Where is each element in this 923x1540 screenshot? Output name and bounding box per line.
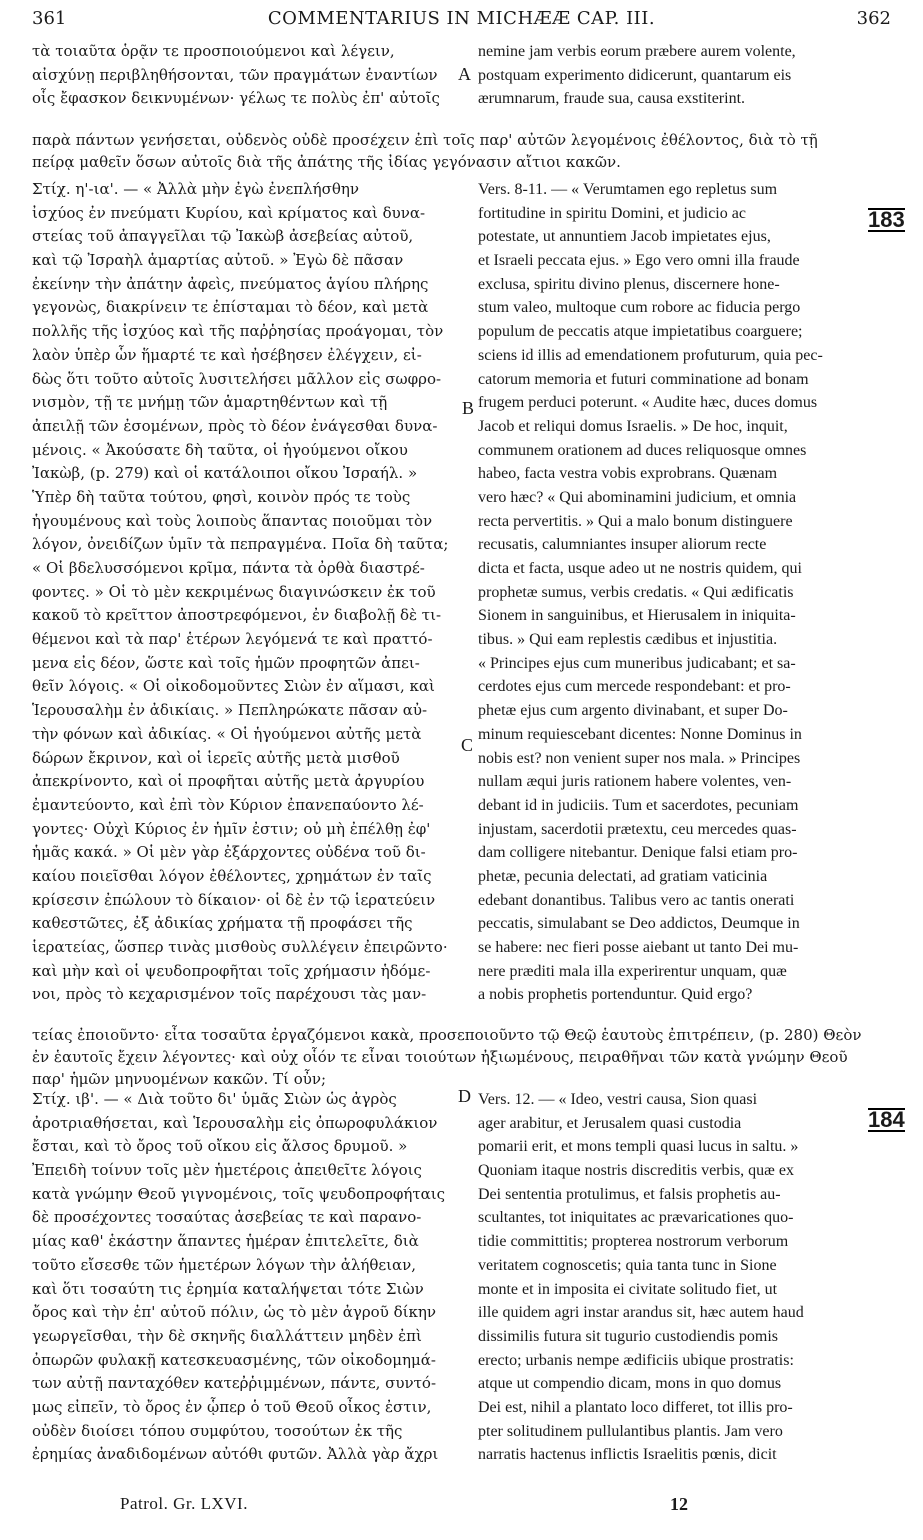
text-line: φοντες. » Οἱ τὸ μὲν κεκριμένως διαγινώσκειν ἐκ τοῦ bbox=[32, 582, 436, 601]
text-line: παρὰ πάντων γενήσεται, οὐδενὸς οὐδὲ προσέχειν ἐπὶ τοῖς παρ' αὐτῶν λεγομένοις ἐθέλοντος, διὰ τὸ τῇ bbox=[32, 131, 818, 149]
text-line: dissimilis futura sit tugurio custodiendis pomis bbox=[478, 1327, 778, 1345]
text-line: nobis est? non venient super nos mala. » Principes bbox=[478, 749, 801, 767]
text-line: phetæ, pecunia delectati, ad gratiam vaticinia bbox=[478, 867, 768, 885]
text-line: prophetæ sumus, verbis credatis. « Qui ædificatis bbox=[478, 583, 794, 601]
text-line: ærumnarum, fraude sua, causa exstiterint. bbox=[478, 90, 746, 108]
text-line: Dei sententia protulimus, et falsis prophetis au- bbox=[478, 1185, 781, 1203]
text-line: stum valeo, multoque cum robore ac fiducia pergo bbox=[478, 299, 801, 317]
text-line: ὄρος καὶ τὴν ἐπ' αὐτοῦ πόλιν, ὡς τὸ μὲν ἀγροῦ δίκην bbox=[32, 1303, 436, 1322]
text-line: ἱερατείας, ὥσπερ τινὰς μισθοὺς συλλέγειν ἐπειρῶντο· bbox=[32, 938, 448, 956]
text-line: Στίχ. ιβ'. — « Διὰ τοῦτο δι' ὑμᾶς Σιὼν ὡς ἀγρὸς bbox=[32, 1090, 397, 1108]
text-line: catorum memoria et futuri comminatione ad bonam bbox=[478, 370, 809, 388]
text-line: « Principes ejus cum muneribus judicabant; et sa- bbox=[478, 654, 796, 672]
text-line: veritatem cognoscetis; quia tanta tunc in Sione bbox=[478, 1256, 777, 1274]
text-line: se habere: nec fieri posse aiebant ut tanto Dei mu- bbox=[478, 939, 799, 956]
text-line: ager arabitur, et Jerusalem quasi custodia bbox=[478, 1114, 742, 1132]
text-line: edebant donantibus. Talibus vero ac tantis onerati bbox=[478, 891, 795, 909]
text-line: cerdotes ejus cum mercede respondebant: et pro- bbox=[478, 678, 791, 696]
text-line: μένοις. « Ἀκούσατε δὴ ταῦτα, οἱ ἡγούμενοι οἴκου bbox=[32, 440, 408, 459]
text-line: αἰσχύνῃ περιβληθήσονται, τῶν πραγμάτων ἐναντίων bbox=[32, 65, 438, 84]
text-line: minum requiescebant dicentes: Nonne Dominus in bbox=[478, 725, 802, 743]
text-line: populum de peccatis atque impietatibus coarguere; bbox=[478, 323, 803, 341]
text-line: τὰ τοιαῦτα ὁρᾷν τε προσποιούμενοι καὶ λέγειν, bbox=[32, 42, 395, 60]
text-line: στείας τοῦ ἀπαγγεῖλαι τῷ Ἰακὼβ ἀσεβείας αὐτοῦ, bbox=[32, 227, 414, 246]
text-line: καὶ μὴν καὶ οἱ ψευδοπροφῆται τοῖς χρήμασιν ἡδόμε- bbox=[32, 961, 431, 980]
text-line: scultantes, tot iniquitates ac prævaricationes quo- bbox=[478, 1209, 794, 1227]
text-line: « Οἱ βδελυσσόμενοι κρῖμα, πάντα τὰ ὀρθὰ διαστρέ- bbox=[32, 559, 425, 577]
text-line: phetæ ejus cum argento divinabant, et super Do- bbox=[478, 702, 788, 720]
text-line: Vers. 8-11. — « Verumtamen ego repletus sum bbox=[478, 181, 778, 198]
greek-column-top bbox=[32, 40, 462, 111]
text-line: ἐν ἑαυτοῖς ἔχειν λέγοντες· καὶ οὐχ οἷόν τε εἶναι τοιούτων ἠξιωμένους, πειραθῆναι τῶν κατὰ γνώμην Θεοῦ bbox=[32, 1048, 848, 1066]
text-line: Vers. 12. — « Ideo, vestri causa, Sion quasi bbox=[478, 1091, 758, 1108]
text-line: πείρᾳ μαθεῖν ὅσων αὐτοῖς διὰ τῆς ἀπάτης τῆς ἰδίας γεγόνασιν αἴτιοι κακῶν. bbox=[32, 153, 621, 171]
running-title: COMMENTARIUS IN MICHÆÆ CAP. III. bbox=[267, 8, 656, 29]
text-line: Ὑπὲρ δὴ ταῦτα τούτου, φησὶ, κοινὸν πρός τε τοὺς bbox=[32, 487, 411, 506]
text-line: fortitudine in spiritu Domini, et judicio ac bbox=[478, 204, 746, 222]
section-marker-c: C bbox=[461, 735, 474, 755]
text-line: γοντες· Οὐχὶ Κύριος ἐν ἡμῖν ἐστιν; οὐ μὴ ἐπέλθῃ ἐφ' bbox=[32, 819, 431, 838]
text-line: vero hæc? « Qui abominamini judicium, et omnia bbox=[478, 488, 797, 506]
footer-signature: 12 bbox=[670, 1494, 688, 1514]
text-line: Ἐπειδὴ τοίνυν τοῖς μὲν ἡμετέροις ἀπειθεῖτε λόγοις bbox=[32, 1161, 422, 1180]
text-line: δὲ προσέχοντες τοσαύτας ἀσεβείας τε καὶ παρανο- bbox=[32, 1208, 422, 1227]
greek-column-middle bbox=[32, 178, 462, 1007]
text-line: erecto; urbanis nempe ædificiis ubique prostratis: bbox=[478, 1351, 794, 1369]
text-line: recusatis, calumniantes insuper aliorum recte bbox=[478, 536, 767, 554]
text-line: monte et in imposita ei civitate solitudo fiet, ut bbox=[478, 1280, 778, 1298]
text-line: κατὰ γνώμην Θεοῦ γιγνομένοις, τοῖς ψευδοπροφήταις bbox=[32, 1184, 446, 1203]
text-line: debant id in judiciis. Tum et sacerdotes, pecuniam bbox=[478, 796, 799, 814]
text-line: θέμενοι καὶ τὰ παρ' ἑτέρων λεγόμενά τε καὶ πραττό- bbox=[32, 630, 433, 649]
text-line: tibus. » Qui eam replestis cædibus et injustitia. bbox=[478, 631, 778, 649]
latin-column-top bbox=[478, 40, 898, 111]
greek-full-width-1 bbox=[32, 129, 897, 173]
text-line: ἀπεκρίνοντο, καὶ οἱ προφῆται αὐτῆς μετὰ ἀργυρίου bbox=[32, 772, 425, 791]
section-marker-d: D bbox=[458, 1086, 471, 1106]
text-line: Quoniam itaque nostris discreditis verbis, quæ ex bbox=[478, 1162, 794, 1180]
text-line: καὶ ὅτι τοσαύτη τις ἐρημία καταλήψεται τότε Σιὼν bbox=[32, 1279, 424, 1298]
text-line: δὼς ὅτι τοῦτο αὐτοῖς λυσιτελήσει μᾶλλον εἰς σωφρο- bbox=[32, 369, 442, 388]
greek-column-bottom bbox=[32, 1088, 462, 1467]
text-line: ἐμαντεύοντο, καὶ ἐπὶ τὸν Κύριον ἐπανεπαύοντο λέ- bbox=[32, 795, 424, 814]
text-line: μως εἰπεῖν, τὸ ὄρος ἐν ᾧπερ ὁ τοῦ Θεοῦ οἶκος ἐστιν, bbox=[32, 1397, 432, 1416]
latin-column-middle bbox=[478, 178, 898, 1007]
text-line: των αὐτῇ πανταχόθεν κατεῤῥιμμένων, πάντε, συντό- bbox=[32, 1374, 437, 1393]
text-line: λαὸν ὑπὲρ ὧν ἥμαρτέ τε καὶ ἠσέβησεν ἐλέγχειν, εἰ- bbox=[32, 345, 422, 364]
text-line: ἡγουμένους καὶ τοὺς λοιποὺς ἅπαντας ποιοῦμαι τὸν bbox=[32, 511, 433, 530]
text-line: νοι, πρὸς τὸ κεχαρισμένον τοῖς παρέχουσι τὰς μαν- bbox=[32, 985, 427, 1004]
text-line: habeo, facta vestra vobis exprobrans. Quænam bbox=[478, 465, 778, 483]
text-line: οὐδὲν διοίσει τόπου συμφύτου, τοσούτων ἐκ τῆς bbox=[32, 1421, 403, 1440]
text-line: Ἰακὼβ, (p. 279) καὶ οἱ κατάλοιποι οἴκου Ἰσραήλ. » bbox=[32, 464, 418, 483]
text-line: ille quidem agri instar arandus sit, hæc autem haud bbox=[478, 1304, 804, 1322]
column-number-183: 183 bbox=[868, 207, 905, 232]
text-line: Dei est, nihil a plantato loco differet, tot illis pro- bbox=[478, 1398, 793, 1416]
text-line: γεωργεῖσθαι, τὴν δὲ σκηνῆς διαλλάττειν μηδὲν ἐπὶ bbox=[32, 1326, 422, 1345]
text-line: frugem perduci poterunt. « Audite hæc, duces domus bbox=[478, 394, 818, 412]
text-line: nemine jam verbis eorum præbere aurem volente, bbox=[478, 43, 796, 60]
text-line: injustam, sacerdotii prætextu, ceu mercedes quas- bbox=[478, 820, 797, 838]
text-line: nullam æqui juris rationem habere volentes, ven- bbox=[478, 773, 792, 791]
text-line: τοῦτο εἴσεσθε τῶν ἡμετέρων λόγων τὴν ἀλήθειαν, bbox=[32, 1255, 417, 1274]
text-line: νισμὸν, τῇ τε μνήμῃ τῶν ἁμαρτηθέντων καὶ τῇ bbox=[32, 393, 388, 412]
greek-full-width-2 bbox=[32, 1024, 897, 1090]
text-line: τὴν φόνων καὶ ἀδικίας. « Οἱ ἡγούμενοι αὐτῆς μετὰ bbox=[32, 724, 422, 743]
text-line: Στίχ. η'-ια'. — « Ἀλλὰ μὴν ἐγὼ ἐνεπλήσθην bbox=[32, 180, 360, 198]
text-line: a nobis prophetis portenduntur. Quid ergo? bbox=[478, 986, 753, 1004]
text-line: ἔσται, καὶ τὸ ὄρος τοῦ οἴκου εἰς ἄλσος δρυμοῦ. » bbox=[32, 1137, 408, 1156]
text-line: παρ' ἡμῶν μηνυομένων κακῶν. Τί οὖν; bbox=[32, 1070, 327, 1088]
text-line: ἐκείνην τὴν ἀπάτην ἀφεὶς, πνεύματος ἁγίου πλήρης bbox=[32, 274, 429, 293]
text-line: καὶ τῷ Ἰσραὴλ ἁμαρτίας αὐτοῦ. » Ἐγὼ δὲ πᾶσαν bbox=[32, 251, 404, 270]
text-line: nere præditi mala illa experirentur unquam, quæ bbox=[478, 962, 787, 980]
page-number-left: 361 bbox=[32, 8, 67, 29]
text-line: postquam experimento didicerunt, quantarum eis bbox=[478, 66, 792, 84]
text-line: λόγον, ὀνειδίζων ὑμῖν τὰ πεπραγμένα. Ποῖα δὴ ταῦτα; bbox=[32, 535, 449, 554]
text-line: μενα εἰς δέον, ὥστε καὶ τοῖς ἡμῶν προφητῶν ἀπει- bbox=[32, 653, 420, 672]
text-line: Jacob et reliqui domus Israelis. » De hoc, inquit, bbox=[478, 417, 788, 435]
text-line: tidie committitis; propterea nostrorum verborum bbox=[478, 1233, 789, 1251]
text-line: Sionem in sanguinibus, et Hierusalem in iniquita- bbox=[478, 607, 796, 625]
text-line: pomarii erit, et mons templi quasi lucus in saltu. » bbox=[478, 1138, 799, 1156]
text-line: τείας ἐποιοῦντο· εἶτα τοσαῦτα ἐργαζόμενοι κακὰ, προσεποιοῦντο τῷ Θεῷ ἑαυτοὺς ἐπιτρέπειν, (p. 280) Θεὸν bbox=[32, 1026, 862, 1044]
text-line: ἐρημίας ἀναδιδομένων αὐτόθι φυτῶν. Ἀλλὰ γὰρ ἄχρι bbox=[32, 1445, 439, 1464]
text-line: δώρων ἔκρινον, καὶ οἱ ἱερεῖς αὐτῆς μετὰ μισθοῦ bbox=[32, 748, 400, 767]
text-line: Ἱερουσαλὴμ ἐν ἀδικίαις. » Πεπληρώκατε πᾶσαν αὐ- bbox=[32, 701, 428, 720]
text-line: potestate, ut annuntiem Jacob impietates ejus, bbox=[478, 228, 771, 246]
footer-series: Patrol. Gr. LXVI. bbox=[120, 1494, 248, 1513]
page-number-right: 362 bbox=[856, 8, 891, 29]
text-line: οἷς ἔφασκον δεικνυμένων· γέλως τε πολὺς ἐπ' αὐτοῖς bbox=[32, 89, 440, 108]
text-line: ἀπειλῇ τῶν ἐσομένων, πρὸς τὸ δέον ἐνάγεσθαι δυνα- bbox=[32, 416, 438, 435]
text-line: pter solitudinem pullulantibus plantis. Jam vero bbox=[478, 1422, 783, 1440]
text-line: μίας καθ' ἑκάστην ἅπαντες ἡμέραν ἐπιτελεῖτε, διὰ bbox=[32, 1232, 419, 1251]
text-line: et Israeli peccata ejus. » Ego vero omni illa fraude bbox=[478, 252, 800, 270]
text-line: πολλῆς τῆς ἰσχύος καὶ τῆς παῤῥησίας προάγομαι, τὸν bbox=[32, 322, 444, 341]
text-line: ἀροτριαθήσεται, καὶ Ἱερουσαλὴμ εἰς ὀπωροφυλάκιον bbox=[32, 1113, 438, 1132]
column-number-184: 184 bbox=[868, 1107, 905, 1132]
section-marker-b: B bbox=[462, 398, 475, 418]
text-line: κακοῦ τὸ κρεῖττον ἀποστρεφόμενοι, ἐν διαβολῇ δὲ τι- bbox=[32, 606, 442, 625]
text-line: peccatis, simulabant se Deo addictos, Deumque in bbox=[478, 915, 800, 933]
text-line: narratis hactenus inflictis Israelitis pœnis, dicit bbox=[478, 1446, 777, 1464]
text-line: γεγονὼς, διακρίνειν τε ἐπίσταμαι τὸ δέον, καὶ μετὰ bbox=[32, 298, 429, 317]
text-line: dicta et facta, usque adeo ut ne nostris quidem, qui bbox=[478, 560, 802, 577]
section-marker-a: A bbox=[458, 64, 471, 84]
text-line: sciens id illis ad emendationem profuturum, quia pec- bbox=[478, 346, 823, 364]
text-line: recta pervertitis. » Qui a malo bonum distinguere bbox=[478, 512, 793, 530]
text-line: καθεστῶτες, ἐξ ἀδικίας χρήματα τῇ προφάσει τῆς bbox=[32, 914, 413, 933]
text-line: θεῖν λόγοις. « Οἱ οἰκοδομοῦντες Σιὼν ἐν αἵμασι, καὶ bbox=[32, 677, 435, 696]
text-line: κρίσεσιν ἐπώλουν τὸ δίκαιον· οἱ δὲ ἐν τῷ ἱερατεύειν bbox=[32, 890, 436, 909]
text-line: ὀπωρῶν φυλακῇ κατεσκευασμένης, τῶν οἰκοδομημά- bbox=[32, 1350, 436, 1369]
latin-column-bottom bbox=[478, 1088, 898, 1467]
text-line: atque ut compendio dicam, mons in quo domus bbox=[478, 1375, 782, 1393]
text-line: communem orationem ad duces reliquosque omnes bbox=[478, 441, 807, 459]
text-line: ἡμᾶς κακά. » Οἱ μὲν γὰρ ἐξάρχοντες οὐδένα τοῦ δι- bbox=[32, 843, 426, 862]
text-line: ἰσχύος ἐν πνεύματι Κυρίου, καὶ κρίματος καὶ δυνα- bbox=[32, 203, 426, 222]
text-line: exclusa, spiritu divino plenus, discernere hone- bbox=[478, 275, 780, 293]
text-line: καίου ποιεῖσθαι λόγον ἐθέλοντες, χρημάτων ἐν ταῖς bbox=[32, 866, 432, 885]
text-line: dam colligere nitebantur. Denique falsi etiam pro- bbox=[478, 844, 798, 862]
